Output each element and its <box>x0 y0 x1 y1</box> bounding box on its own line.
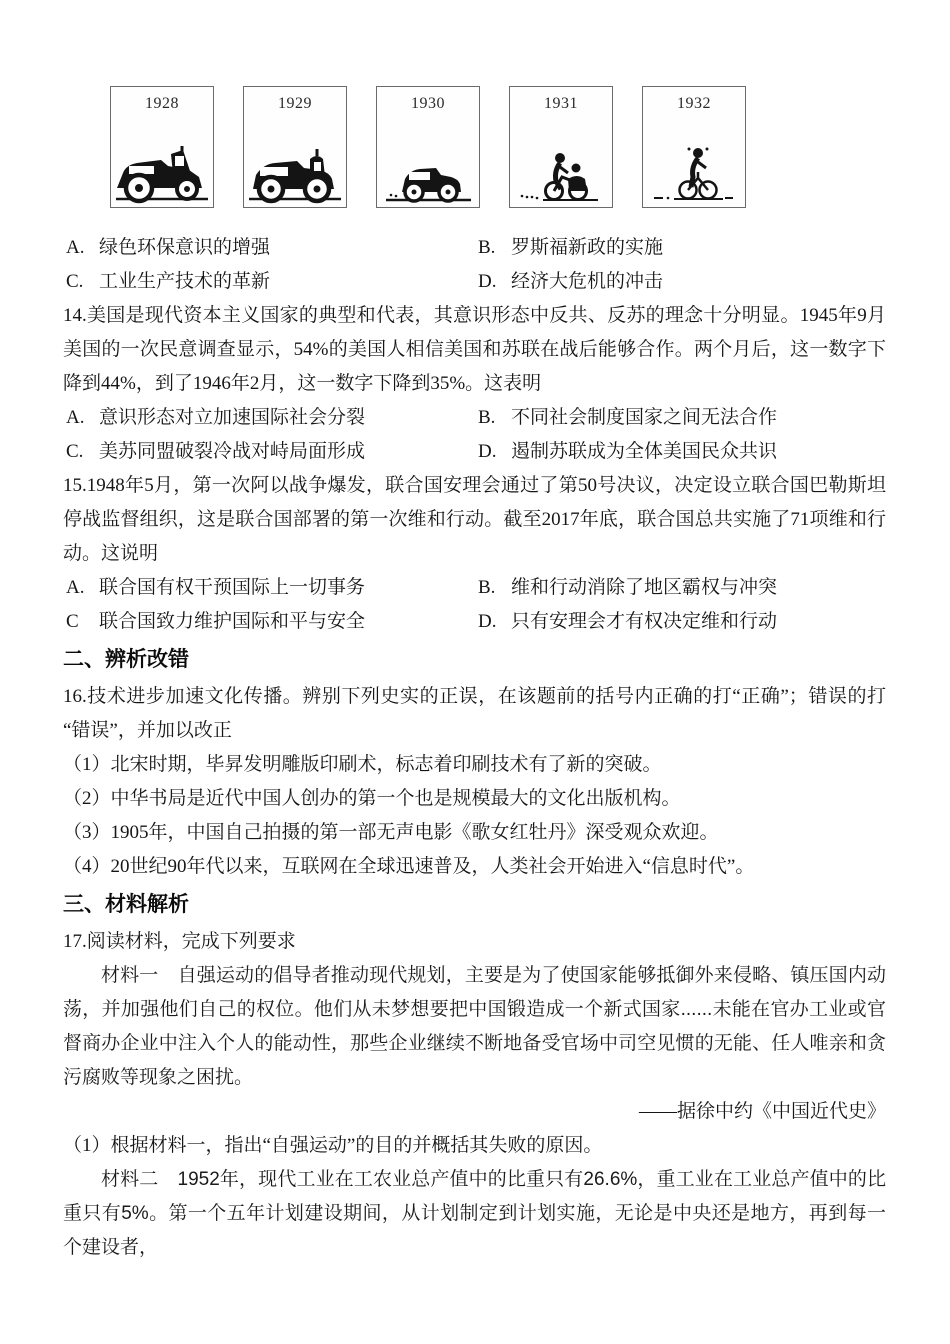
panel-1930 <box>376 86 480 208</box>
panel-year-label: 1929 <box>278 95 312 112</box>
question-15-stem: 15.1948年5月，第一次阿以战争爆发，联合国安理会通过了第50号决议，决定设立联合国巴勒斯坦停战监督组织，这是联合国部署的第一次维和行动。截至2017年底，联合国总共实施了71项维和行动。这说明 <box>63 475 886 564</box>
touring-car-icon <box>246 129 344 207</box>
option-13-c <box>66 265 478 299</box>
option-13-a <box>66 231 478 265</box>
question-16-item-4: （4）20世纪90年代以来，互联网在全球迅速普及，人类社会开始进入“信息时代”。 <box>63 856 755 877</box>
option-label: B. <box>478 237 496 258</box>
option-label: C. <box>66 271 84 292</box>
option-text: 联合国致力维护国际和平与安全 <box>99 611 366 632</box>
bicycle-icon <box>647 137 741 207</box>
question-14-options <box>63 401 886 469</box>
option-13-b <box>478 231 886 265</box>
option-text: 罗斯福新政的实施 <box>511 237 664 258</box>
question-17-material-1: 材料一 自强运动的倡导者推动现代规划，主要是为了使国家能够抵御外来侵略、镇压国内动荡，并加强他们自己的权位。他们从未梦想要把中国锻造成一个新式国家......未能在官办工业或官督商办企业中注入个人的能动性，那些企业继续不断地备受官场中司空见惯的无能、任人唯亲和贪污腐败等现象之困扰。 <box>63 965 886 1088</box>
option-14-b <box>478 401 886 435</box>
panel-1929 <box>243 86 347 208</box>
question-17-sub-1: （1）根据材料一，指出“自强运动”的目的并概括其失败的原因。 <box>63 1135 603 1156</box>
option-text: 联合国有权干预国际上一切事务 <box>99 577 366 598</box>
option-text: 不同社会制度国家之间无法合作 <box>511 407 778 428</box>
question-16-stem: 16.技术进步加速文化传播。辨别下列史实的正误，在该题前的括号内正确的打“正确”；错误的打“错误”，并加以改正 <box>63 686 886 741</box>
year-panels-figure <box>110 86 886 208</box>
option-text: 经济大危机的冲击 <box>511 271 664 292</box>
question-17-material-1-source: ——据徐中约《中国近代史》 <box>638 1101 886 1122</box>
question-13-options <box>63 231 886 299</box>
option-13-d <box>478 265 886 299</box>
question-16-item-2: （2）中华书局是近代中国人创办的第一个也是规模最大的文化出版机构。 <box>63 788 681 809</box>
option-label: A. <box>66 577 85 598</box>
small-car-icon <box>381 137 475 207</box>
option-text: 维和行动消除了地区霸权与冲突 <box>511 577 778 598</box>
option-15-a <box>66 571 478 605</box>
option-14-a <box>66 401 478 435</box>
panel-year-label: 1928 <box>145 95 179 112</box>
option-14-d <box>478 435 886 469</box>
question-16-item-1: （1）北宋时期，毕昇发明雕版印刷术，标志着印刷技术有了新的突破。 <box>63 754 662 775</box>
section-3-heading: 三、材料解析 <box>63 893 189 916</box>
panel-year-label: 1931 <box>544 95 578 112</box>
option-label: A. <box>66 237 85 258</box>
option-15-d <box>478 605 886 639</box>
option-text: 工业生产技术的革新 <box>99 271 271 292</box>
option-text: 遏制苏联成为全体美国民众共识 <box>511 441 778 462</box>
option-text: 只有安理会才有权决定维和行动 <box>511 611 778 632</box>
option-text: 绿色环保意识的增强 <box>99 237 271 258</box>
option-label: C <box>66 611 79 632</box>
panel-1931 <box>509 86 613 208</box>
option-15-b <box>478 571 886 605</box>
panel-1928 <box>110 86 214 208</box>
motorcycle-sidecar-icon <box>514 137 608 207</box>
option-label: D. <box>478 271 497 292</box>
option-label: B. <box>478 407 496 428</box>
option-label: A. <box>66 407 85 428</box>
question-17-material-2: 材料二 1952年，现代工业在工农业总产值中的比重只有26.6%，重工业在工业总产值中的比重只有5%。第一个五年计划建设期间，从计划制定到计划实施，无论是中央还是地方，再到每一个建设者， <box>63 1169 886 1258</box>
question-17-intro: 17.阅读材料，完成下列要求 <box>63 931 296 952</box>
option-text: 意识形态对立加速国际社会分裂 <box>99 407 366 428</box>
question-14-stem: 14.美国是现代资本主义国家的典型和代表，其意识形态中反共、反苏的理念十分明显。1945年9月美国的一次民意调查显示，54%的美国人相信美国和苏联在战后能够合作。两个月后，这一数字下降到44%，到了1946年2月，这一数字下降到35%。这表明 <box>63 305 886 394</box>
option-label: D. <box>478 611 497 632</box>
question-15-options <box>63 571 886 639</box>
option-label: B. <box>478 577 496 598</box>
option-label: C. <box>66 441 84 462</box>
option-15-c <box>66 605 478 639</box>
option-label: D. <box>478 441 497 462</box>
panel-1932 <box>642 86 746 208</box>
option-14-c <box>66 435 478 469</box>
option-text: 美苏同盟破裂冷战对峙局面形成 <box>99 441 366 462</box>
panel-year-label: 1930 <box>411 95 445 112</box>
large-car-icon <box>113 129 211 207</box>
section-2-heading: 二、辨析改错 <box>63 648 189 671</box>
question-16-item-3: （3）1905年，中国自己拍摄的第一部无声电影《歌女红牡丹》深受观众欢迎。 <box>63 822 719 843</box>
panel-year-label: 1932 <box>677 95 711 112</box>
